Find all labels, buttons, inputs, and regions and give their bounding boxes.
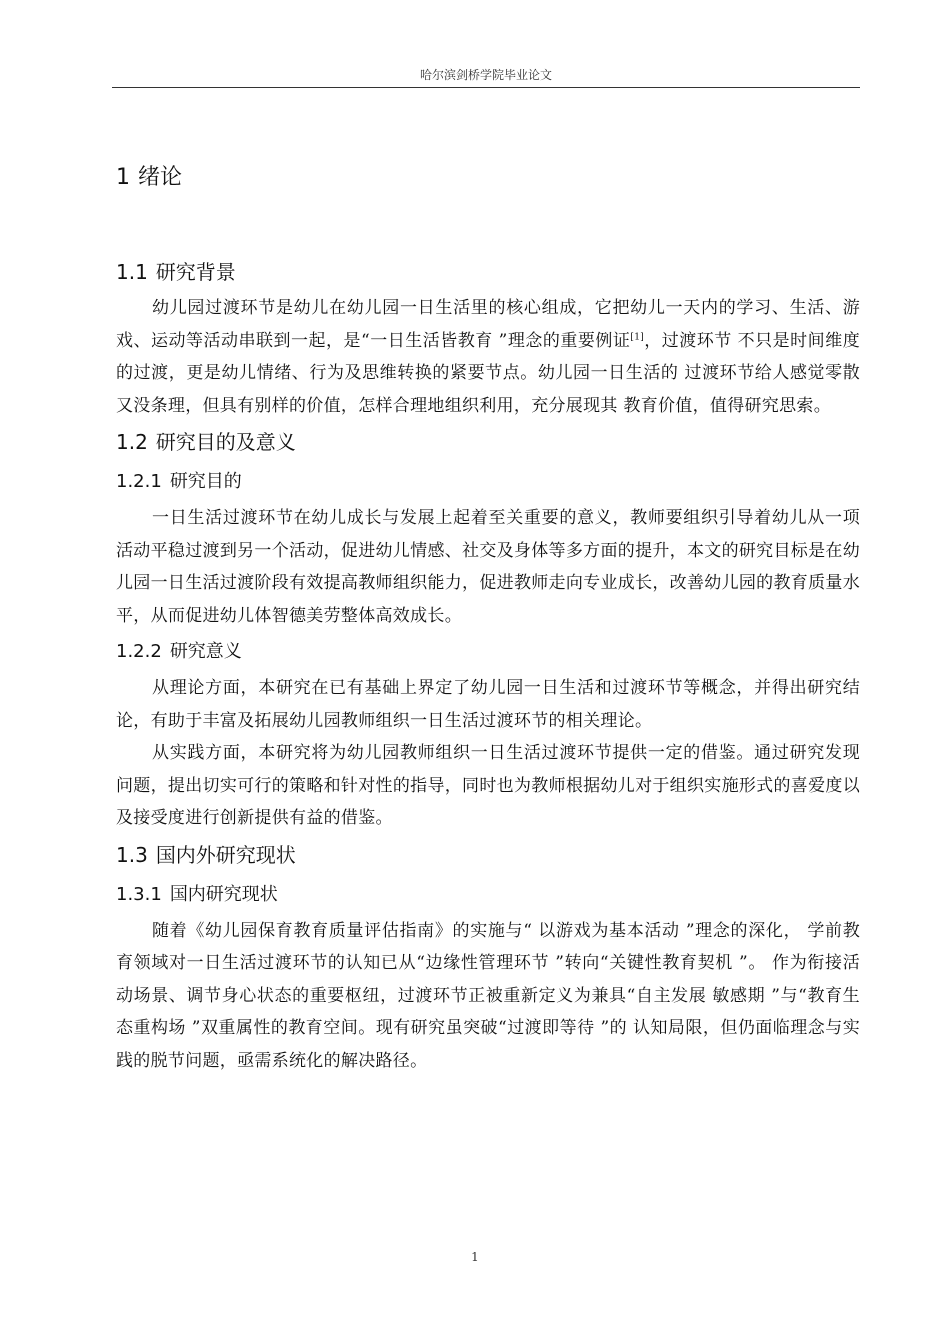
citation-ref: [1] (630, 331, 645, 342)
subsection-title: 研究目的 (169, 471, 242, 492)
section-number: 1.1 (116, 260, 148, 284)
section-title: 研究背景 (155, 260, 236, 284)
section-heading-1-1 (116, 252, 860, 292)
running-header: 哈尔滨剑桥学院毕业论文 (419, 68, 552, 82)
paragraph-significance-practice: 从实践方面，本研究将为幼儿园教师组织一日生活过渡环节提供一定的借鉴。通过研究发现问题，提出切实可行的策略和针对性的指导，同时也为教师根据幼儿对于组织实施形式的喜爱度以及接受度进行创新提供有益的借鉴。 (116, 743, 860, 828)
section-number: 1.3 (116, 842, 148, 867)
paragraph-text: ，过渡环节 不只是时间维度的过渡，更是幼儿情绪、行为及思维转换的紧要节点。幼儿园一日生活的 过渡环节给人感觉零散又没条理，但具有别样的价值，怎样合理地组织利用，充分展现其 教育价值，值得研究思索。 (116, 330, 860, 416)
section-number: 1.2 (116, 430, 148, 454)
section-title: 研究目的及意义 (155, 430, 296, 454)
chapter-heading (116, 158, 860, 198)
section-heading-1-2 (116, 422, 860, 462)
paragraph-significance-theory: 从理论方面，本研究在已有基础上界定了幼儿园一日生活和过渡环节等概念，并得出研究结论，有助于丰富及拓展幼儿园教师组织一日生活过渡环节的相关理论。 (116, 678, 860, 731)
paragraph-background (116, 292, 860, 422)
page-number: 1 (471, 1250, 479, 1264)
header-rule (112, 87, 860, 88)
subsection-number: 1.2.2 (116, 641, 162, 662)
subsection-heading-1-3-1 (116, 875, 860, 915)
subsection-title: 国内研究现状 (169, 883, 278, 905)
chapter-title: 绪论 (138, 165, 183, 190)
subsection-heading-1-2-2 (116, 632, 860, 672)
subsection-number: 1.2.1 (116, 471, 162, 492)
section-heading-1-3 (116, 835, 860, 875)
paragraph-text: 幼儿园过渡环节是幼儿在幼儿园一日生活里的核心组成，它把幼儿一天内的学习、生活、游戏、运动等活动串联到一起，是“一日生活皆教育 ”理念的重要例证 (116, 298, 860, 351)
subsection-number: 1.3.1 (116, 883, 162, 905)
subsection-title: 研究意义 (169, 641, 242, 662)
subsection-heading-1-2-1 (116, 462, 860, 502)
paragraph-domestic-research: 随着《幼儿园保育教育质量评估指南》的实施与“ 以游戏为基本活动 ”理念的深化， 学前教育领域对一日生活过渡环节的认知已从“边缘性管理环节 ”转向“关键性教育契机 ”。 作为衔接活动场景、调节身心状态的重要枢纽，过渡环节正被重新定义为兼具“自主发展 敏感期 ”与“教育生态重构场 ”双重属性的教育空间。现有研究虽突破“过渡即等待 ”的 认知局限，但仍面临理念与实践的脱节问题，亟需系统化的解决路径。 (116, 920, 860, 1071)
paragraph-purpose: 一日生活过渡环节在幼儿成长与发展上起着至关重要的意义，教师要组织引导着幼儿从一项活动平稳过渡到另一个活动，促进幼儿情感、社交及身体等多方面的提升，本文的研究目标是在幼儿园一日生活过渡阶段有效提高教师组织能力，促进教师走向专业成长，改善幼儿园的教育质量水平，从而促进幼儿体智德美劳整体高效成长。 (116, 508, 860, 626)
section-title: 国内外研究现状 (155, 842, 296, 867)
chapter-number: 1 (116, 165, 130, 190)
page-content (116, 158, 860, 1077)
